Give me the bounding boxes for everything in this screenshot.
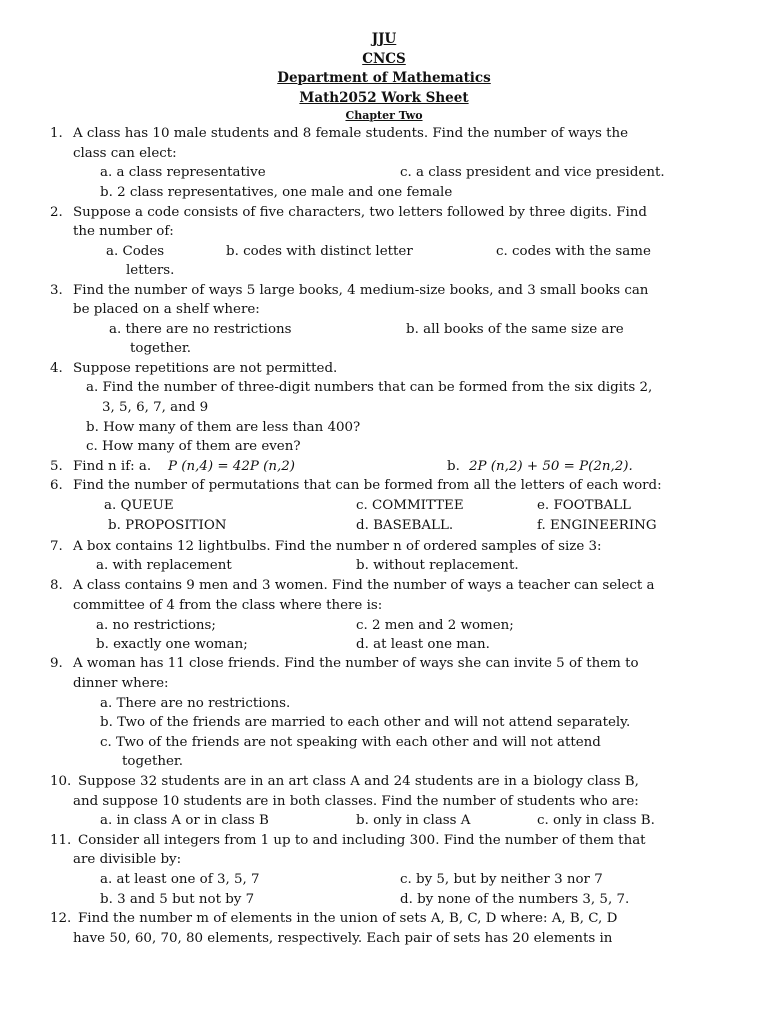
q3-option-a: a. there are no restrictions [109, 322, 292, 337]
q9-text-cont: dinner where: [73, 676, 169, 691]
q4-text: Suppose repetitions are not permitted. [73, 361, 338, 376]
q1-option-c: c. a class president and vice president. [400, 165, 665, 180]
q4-number: 4. [50, 361, 63, 376]
q1-text-cont: class can elect: [73, 146, 177, 161]
q5-number: 5. [50, 459, 63, 474]
q5-equation-b: 2P (n,2) + 50 = P(2n,2). [469, 459, 633, 474]
q1-option-b: b. 2 class representatives, one male and one female [100, 185, 453, 200]
q1-number: 1. [50, 126, 63, 141]
q6-number: 6. [50, 478, 63, 493]
q11-text: Consider all integers from 1 up to and including 300. Find the number of them that [78, 833, 646, 848]
q6-option-a: a. QUEUE [104, 498, 174, 513]
q9-option-c: c. Two of the friends are not speaking with each other and will not attend [100, 735, 601, 750]
header-worksheet-title: Math2052 Work Sheet [299, 90, 469, 106]
q6-option-f: f. ENGINEERING [537, 518, 657, 533]
q11-option-b: b. 3 and 5 but not by 7 [100, 892, 255, 907]
q4-option-a: a. Find the number of three-digit numbers that can be formed from the six digits 2, [86, 380, 653, 395]
q6-text: Find the number of permutations that can be formed from all the letters of each word: [73, 478, 662, 493]
q7-text: A box contains 12 lightbulbs. Find the number n of ordered samples of size 3: [73, 539, 602, 554]
q6-option-e: e. FOOTBALL [537, 498, 631, 513]
q11-text-cont: are divisible by: [73, 852, 182, 867]
q12-number: 12. [50, 911, 72, 926]
q7-option-b: b. without replacement. [356, 558, 519, 573]
q9-option-c-cont: together. [122, 754, 184, 769]
header-school: JJU [371, 31, 397, 47]
q10-number: 10. [50, 774, 72, 789]
q6-option-d: d. BASEBALL. [356, 518, 454, 533]
q11-option-a: a. at least one of 3, 5, 7 [100, 872, 260, 887]
q9-option-b: b. Two of the friends are married to each other and will not attend separately. [100, 715, 631, 730]
q10-text-cont: and suppose 10 students are in both classes. Find the number of students who are: [73, 794, 639, 809]
q8-option-b: b. exactly one woman; [96, 637, 248, 652]
q12-text: Find the number m of elements in the union of sets A, B, C, D where: A, B, C, D [78, 911, 618, 926]
q4-option-b: b. How many of them are less than 400? [86, 420, 361, 435]
q8-text-cont: committee of 4 from the class where there is: [73, 598, 383, 613]
q9-number: 9. [50, 656, 63, 671]
q2-option-c-cont: letters. [126, 263, 175, 278]
header-chapter: Chapter Two [345, 109, 423, 122]
q2-text-cont: the number of: [73, 224, 174, 239]
q5-option-b: b. [447, 459, 460, 474]
q3-text-cont: be placed on a shelf where: [73, 302, 260, 317]
q5-equation-a: P (n,4) = 42P (n,2) [168, 459, 296, 474]
q10-option-a: a. in class A or in class B [100, 813, 269, 828]
q7-number: 7. [50, 539, 63, 554]
q2-text: Suppose a code consists of five characters, two letters followed by three digits. Find [73, 205, 647, 220]
q8-number: 8. [50, 578, 63, 593]
q4-option-c: c. How many of them are even? [86, 439, 301, 454]
q5-text: Find n if: a. [73, 459, 152, 474]
q3-number: 3. [50, 283, 63, 298]
q2-option-a: a. Codes [106, 244, 165, 259]
q1-text: A class has 10 male students and 8 female students. Find the number of ways the [73, 126, 629, 141]
q2-option-c: c. codes with the same [496, 244, 651, 259]
q2-number: 2. [50, 205, 63, 220]
q3-text: Find the number of ways 5 large books, 4 medium-size books, and 3 small books can [73, 283, 649, 298]
q10-option-b: b. only in class A [356, 813, 471, 828]
q11-number: 11. [50, 833, 72, 848]
q12-text-cont: have 50, 60, 70, 80 elements, respectively. Each pair of sets has 20 elements in [73, 931, 613, 946]
q8-option-a: a. no restrictions; [96, 618, 216, 633]
q10-text: Suppose 32 students are in an art class A and 24 students are in a biology class B, [78, 774, 639, 789]
q11-option-d: d. by none of the numbers 3, 5, 7. [400, 892, 630, 907]
q7-option-a: a. with replacement [96, 558, 232, 573]
q1-option-a: a. a class representative [100, 165, 266, 180]
q10-option-c: c. only in class B. [537, 813, 655, 828]
q8-option-d: d. at least one man. [356, 637, 490, 652]
q8-option-c: c. 2 men and 2 women; [356, 618, 514, 633]
q6-option-b: b. PROPOSITION [108, 518, 227, 533]
q6-option-c: c. COMMITTEE [356, 498, 464, 513]
q4-option-a-cont: 3, 5, 6, 7, and 9 [102, 400, 209, 415]
q8-text: A class contains 9 men and 3 women. Find the number of ways a teacher can select a [73, 578, 655, 593]
q11-option-c: c. by 5, but by neither 3 nor 7 [400, 872, 603, 887]
header-department: Department of Mathematics [277, 70, 491, 86]
q3-option-b: b. all books of the same size are [406, 322, 624, 337]
q2-option-b: b. codes with distinct letter [226, 244, 413, 259]
header-college: CNCS [362, 51, 406, 67]
q9-text: A woman has 11 close friends. Find the number of ways she can invite 5 of them to [73, 656, 639, 671]
q9-option-a: a. There are no restrictions. [100, 696, 291, 711]
q3-option-b-cont: together. [130, 341, 192, 356]
